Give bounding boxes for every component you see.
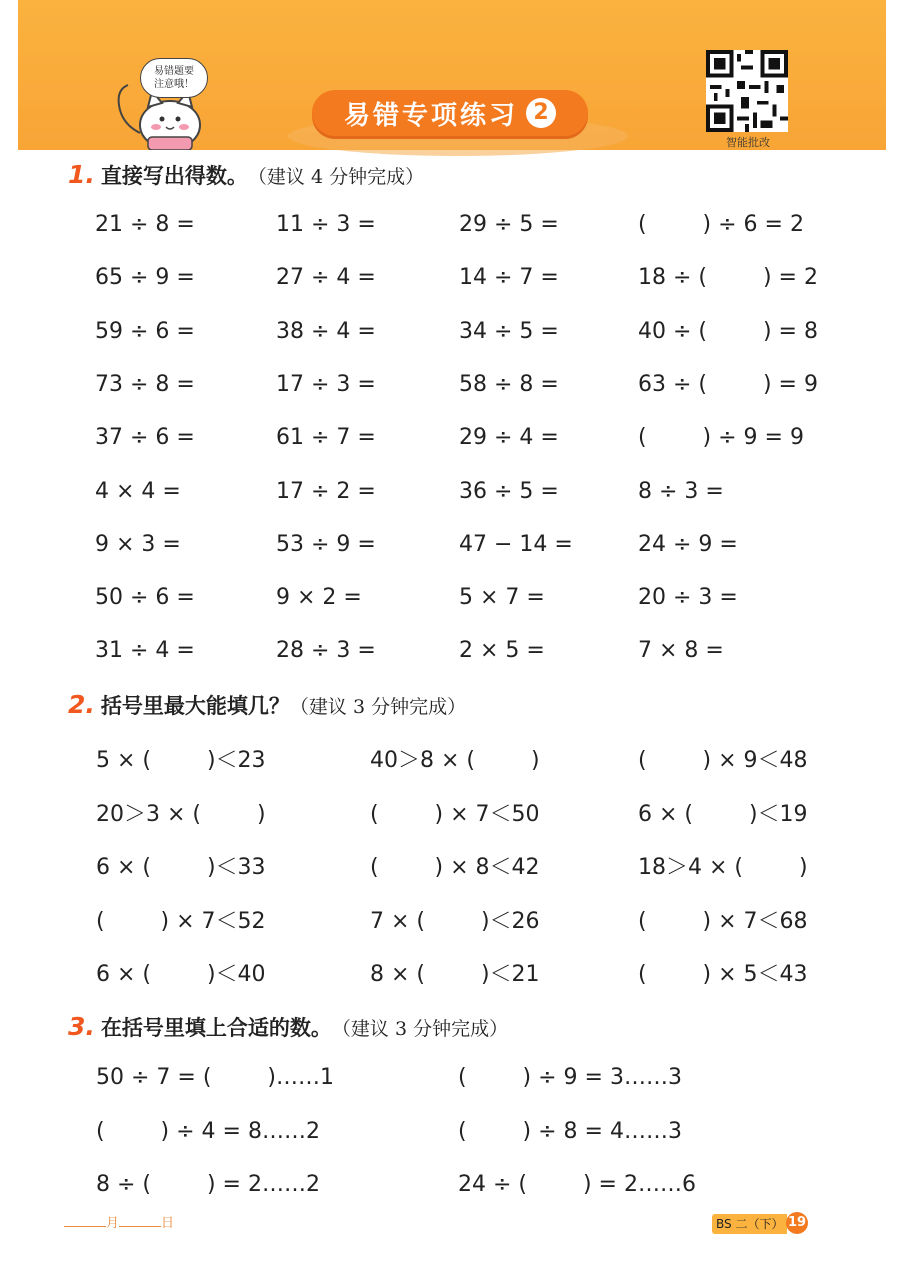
qr-code-icon[interactable] (706, 50, 788, 132)
section2-col1-problem-1: 5 × ( )＜23 (96, 748, 266, 773)
section1-col3-problem-8: 5 × 7 = (459, 585, 545, 611)
section1-col2-problem-8: 9 × 2 = (276, 585, 362, 611)
section1-col4-problem-1: ( ) ÷ 6 = 2 (638, 212, 804, 237)
section1-col2-problem-1: 11 ÷ 3 = (276, 212, 376, 237)
page-title: 易错专项练习 (343, 100, 518, 131)
bubble-line-2: 注意哦！ (154, 79, 194, 90)
section2-col2-problem-5: 8 × ( )＜21 (370, 962, 540, 987)
section3-col1-problem-1: 50 ÷ 7 = ( )……1 (96, 1065, 334, 1090)
section1-col1-problem-1: 21 ÷ 8 = (95, 212, 195, 237)
section1-col1-problem-6: 4 × 4 = (95, 478, 181, 504)
section1-col4-problem-5: ( ) ÷ 9 = 9 (638, 425, 804, 451)
section1-col1-problem-5: 37 ÷ 6 = (95, 425, 195, 451)
section1-col3-problem-3: 34 ÷ 5 = (459, 318, 559, 344)
section1-col3-problem-4: 58 ÷ 8 = (459, 371, 559, 397)
section1-col2-problem-2: 27 ÷ 4 = (276, 265, 376, 291)
section1-col1-problem-2: 65 ÷ 9 = (95, 265, 195, 291)
section-3-heading (68, 1012, 508, 1042)
section1-col1-problem-4: 73 ÷ 8 = (95, 371, 195, 397)
edition-tag: BS 二（下） (712, 1214, 787, 1234)
section2-col2-problem-1: 40＞8 × ( ) (370, 748, 540, 773)
section1-col4-problem-6: 8 ÷ 3 = (638, 478, 724, 504)
day-blank[interactable] (119, 1226, 161, 1227)
section3-col2-problem-1: ( ) ÷ 9 = 3……3 (458, 1065, 682, 1090)
section1-col1-problem-3: 59 ÷ 6 = (95, 318, 195, 344)
section2-col2-problem-3: ( ) × 8＜42 (370, 855, 540, 880)
section2-col3-problem-4: ( ) × 7＜68 (638, 908, 808, 934)
section1-col4-problem-9: 7 × 8 = (638, 638, 724, 664)
section1-col3-problem-2: 14 ÷ 7 = (459, 265, 559, 291)
section1-col3-problem-5: 29 ÷ 4 = (459, 425, 559, 451)
page-title-number: 2 (526, 98, 556, 128)
section-3-note: （建议 3 分钟完成） (331, 1018, 509, 1040)
section1-col4-problem-4: 63 ÷ ( ) = 9 (638, 371, 818, 397)
section2-col1-problem-3: 6 × ( )＜33 (96, 855, 266, 880)
section2-col3-problem-5: ( ) × 5＜43 (638, 962, 808, 987)
section3-col2-problem-2: ( ) ÷ 8 = 4……3 (458, 1118, 682, 1144)
section2-col2-problem-4: 7 × ( )＜26 (370, 908, 540, 934)
section1-col2-problem-4: 17 ÷ 3 = (276, 371, 376, 397)
section2-col3-problem-1: ( ) × 9＜48 (638, 748, 808, 773)
section2-col1-problem-4: ( ) × 7＜52 (96, 908, 266, 934)
section1-col3-problem-1: 29 ÷ 5 = (459, 212, 559, 237)
section-1-number: 1. (68, 160, 95, 189)
section-2-note: （建议 3 分钟完成） (289, 696, 467, 718)
section1-col4-problem-7: 24 ÷ 9 = (638, 531, 738, 557)
section-2-number: 2. (68, 690, 95, 719)
section1-col3-problem-6: 36 ÷ 5 = (459, 478, 559, 504)
date-field[interactable] (64, 1212, 174, 1231)
section1-col4-problem-8: 20 ÷ 3 = (638, 585, 738, 611)
month-label: 月 (106, 1216, 120, 1231)
speech-bubble (140, 58, 208, 98)
section1-col1-problem-9: 31 ÷ 4 = (95, 638, 195, 664)
section2-col1-problem-5: 6 × ( )＜40 (96, 962, 266, 987)
title-badge (312, 90, 588, 136)
section-1-note: （建议 4 分钟完成） (247, 166, 425, 188)
section-3-number: 3. (68, 1012, 95, 1041)
section2-col3-problem-2: 6 × ( )＜19 (638, 801, 808, 827)
section-2-heading (68, 690, 466, 720)
section1-col2-problem-9: 28 ÷ 3 = (276, 638, 376, 664)
section1-col4-problem-3: 40 ÷ ( ) = 8 (638, 318, 818, 344)
section1-col1-problem-8: 50 ÷ 6 = (95, 585, 195, 611)
section1-col2-problem-7: 53 ÷ 9 = (276, 531, 376, 557)
month-blank[interactable] (64, 1226, 106, 1227)
page-number: 19 (786, 1212, 808, 1234)
section1-col3-problem-9: 2 × 5 = (459, 638, 545, 664)
section3-col2-problem-3: 24 ÷ ( ) = 2……6 (458, 1172, 696, 1197)
section2-col1-problem-2: 20＞3 × ( ) (96, 801, 266, 827)
day-label: 日 (161, 1216, 175, 1231)
section2-col3-problem-3: 18＞4 × ( ) (638, 855, 808, 880)
section1-col2-problem-6: 17 ÷ 2 = (276, 478, 376, 504)
section-3-title: 在括号里填上合适的数。 (100, 1016, 332, 1040)
section-1-heading (68, 160, 424, 190)
section1-col1-problem-7: 9 × 3 = (95, 531, 181, 557)
qr-code-label: 智能批改 (726, 136, 770, 149)
section1-col4-problem-2: 18 ÷ ( ) = 2 (638, 265, 818, 291)
section2-col2-problem-2: ( ) × 7＜50 (370, 801, 540, 827)
section-2-title: 括号里最大能填几？ (100, 694, 290, 718)
section3-col1-problem-2: ( ) ÷ 4 = 8……2 (96, 1118, 320, 1144)
section3-col1-problem-3: 8 ÷ ( ) = 2……2 (96, 1172, 320, 1197)
section-1-title: 直接写出得数。 (100, 164, 248, 188)
section1-col2-problem-5: 61 ÷ 7 = (276, 425, 376, 451)
section1-col2-problem-3: 38 ÷ 4 = (276, 318, 376, 344)
section1-col3-problem-7: 47 − 14 = (459, 531, 573, 557)
bubble-line-1: 易错题要 (154, 66, 194, 77)
